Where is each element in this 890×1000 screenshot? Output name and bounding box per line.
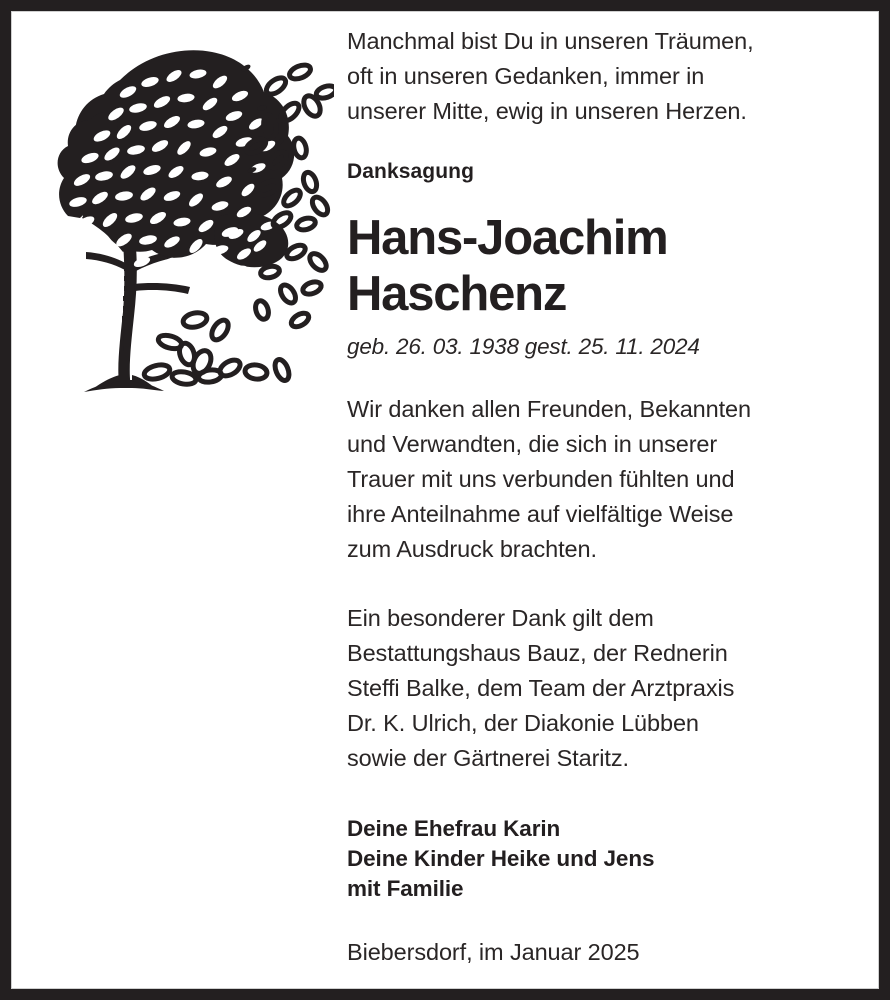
notice-text-column <box>347 24 847 968</box>
verse-line-3: unserer Mitte, ewig in unseren Herzen. <box>347 98 747 124</box>
deceased-name <box>347 210 847 322</box>
special-thanks-line-5: sowie der Gärtnerei Staritz. <box>347 745 629 771</box>
verse-line-1: Manchmal bist Du in unseren Träumen, <box>347 28 754 54</box>
thanks-line-5: zum Ausdruck brachten. <box>347 536 597 562</box>
thanks-paragraph <box>347 392 847 567</box>
place-and-date: Biebersdorf, im Januar 2025 <box>347 939 640 965</box>
mourning-border-right <box>879 0 890 1000</box>
thanks-line-1: Wir danken allen Freunden, Bekannten <box>347 396 751 422</box>
life-dates: geb. 26. 03. 1938 gest. 25. 11. 2024 <box>347 334 700 359</box>
thanks-line-3: Trauer mit uns verbunden fühlten und <box>347 466 735 492</box>
deceased-given-name: Hans-Joachim <box>347 211 668 265</box>
special-thanks-line-2: Bestattungshaus Bauz, der Rednerin <box>347 640 728 666</box>
windblown-tree-icon <box>24 20 334 395</box>
mourners-signature <box>347 814 847 904</box>
memorial-verse <box>347 24 847 129</box>
mourning-border-left <box>0 0 11 1000</box>
special-thanks-line-4: Dr. K. Ulrich, der Diakonie Lübben <box>347 710 699 736</box>
special-thanks-paragraph <box>347 601 847 776</box>
special-thanks-line-1: Ein besonderer Dank gilt dem <box>347 605 654 631</box>
signature-line-2: Deine Kinder Heike und Jens <box>347 846 655 871</box>
signature-line-1: Deine Ehefrau Karin <box>347 816 561 841</box>
mourning-border-bottom <box>0 989 890 1000</box>
verse-line-2: oft in unseren Gedanken, immer in <box>347 63 705 89</box>
special-thanks-line-3: Steffi Balke, dem Team der Arztpraxis <box>347 675 735 701</box>
notice-type-heading: Danksagung <box>347 160 475 183</box>
mourning-border-top <box>0 0 890 11</box>
deceased-family-name: Haschenz <box>347 267 567 321</box>
thanks-line-2: und Verwandten, die sich in unserer <box>347 431 718 457</box>
signature-line-3: mit Familie <box>347 876 464 901</box>
thanks-line-4: ihre Anteilnahme auf vielfältige Weise <box>347 501 734 527</box>
